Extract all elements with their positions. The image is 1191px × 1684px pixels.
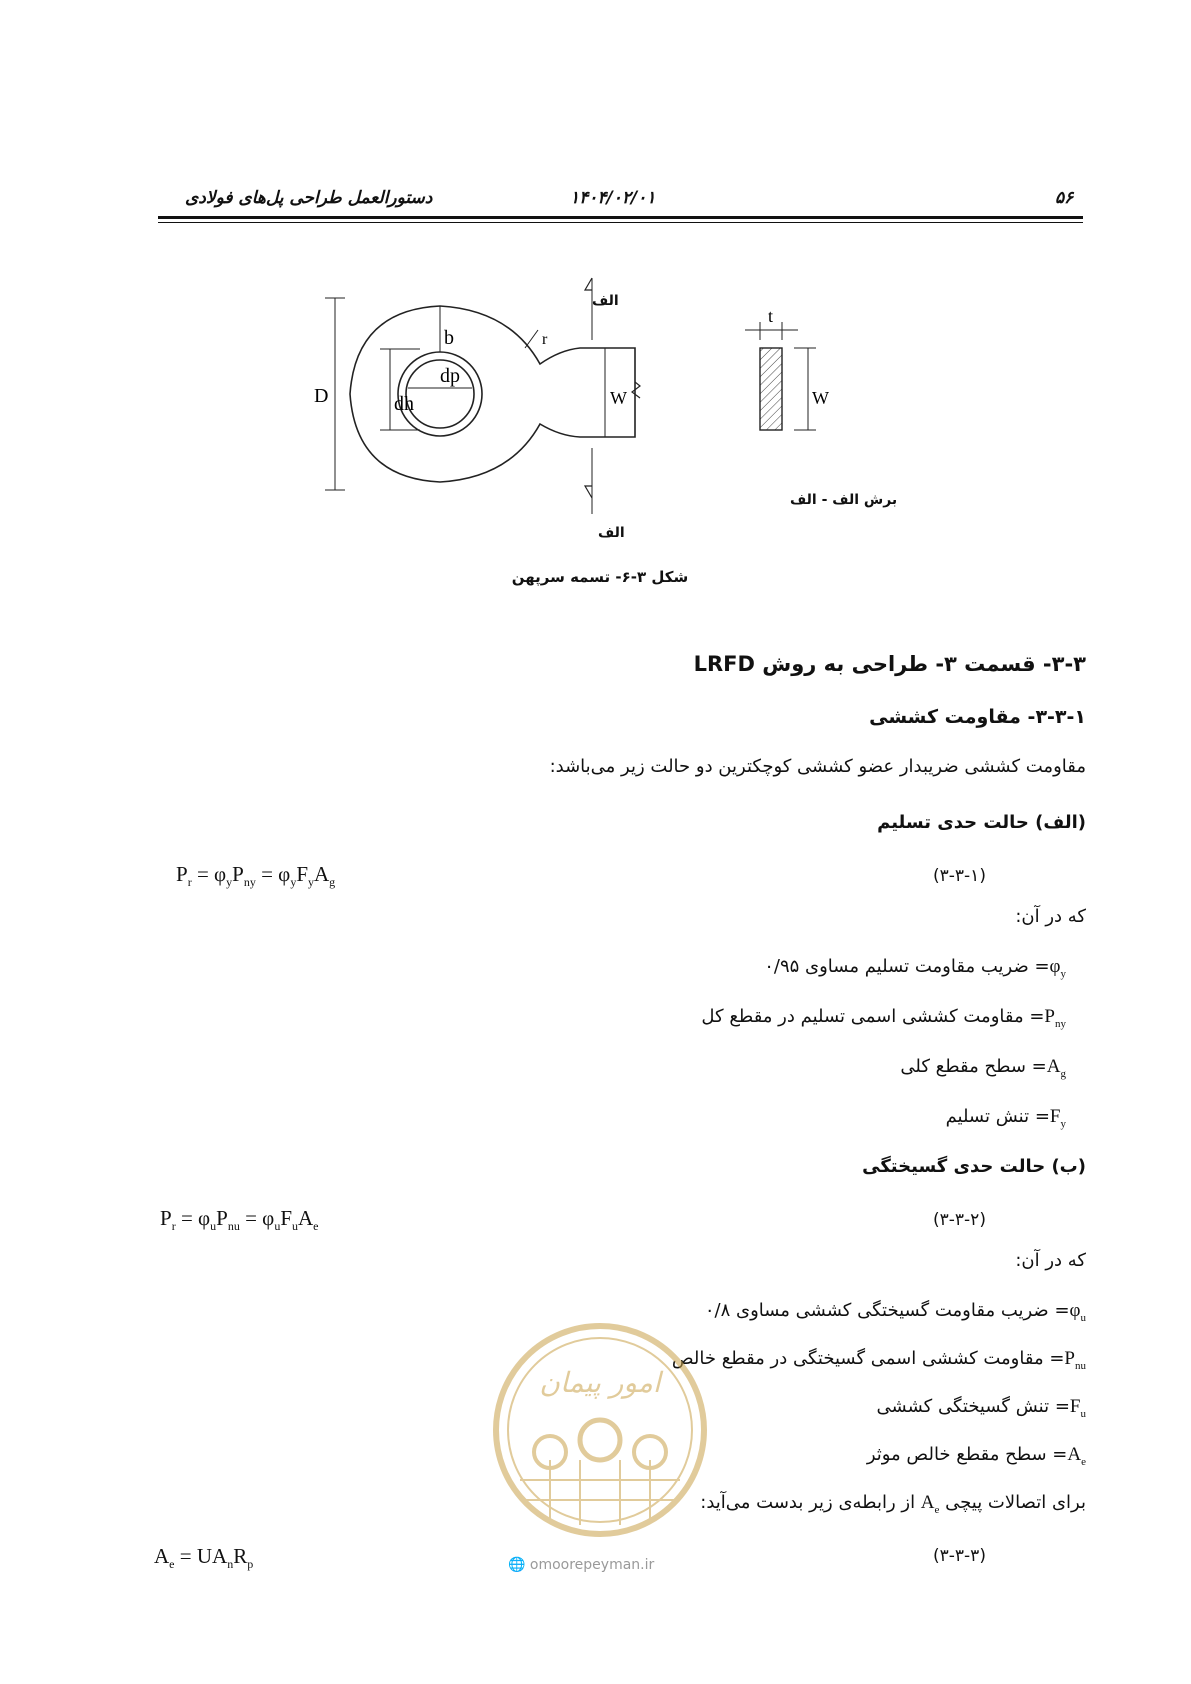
watermark-logo: [490, 1320, 710, 1555]
label-W2: W: [812, 388, 829, 408]
intro-paragraph: مقاومت کششی ضریبدار عضو کششی کوچکترین دو حالت زیر می‌باشد:: [549, 756, 1086, 777]
eyebar-figure: [314, 282, 910, 562]
header-rule-thick: [158, 216, 1083, 219]
section-mark-bottom: الف: [598, 525, 625, 541]
equation-3-number: (۳-۳-۳): [933, 1546, 986, 1566]
label-D: D: [314, 385, 329, 407]
label-dh: dh: [394, 393, 414, 415]
header-title: دستورالعمل طراحی پل‌های فولادی: [185, 188, 433, 208]
cross-section: [760, 348, 782, 430]
label-dp: dp: [440, 365, 460, 387]
page-number: ۵۶: [1055, 188, 1074, 208]
def-phi-y: $\varphi_y=$ ضریب مقاومت تسلیم مساوی ۰/۹۵: [764, 956, 1066, 980]
header-rule-thin: [158, 222, 1083, 223]
case-b-heading: (ب) حالت حدی گسیختگی: [862, 1156, 1086, 1177]
def-Fu: $F_u=$ تنش گسیختگی کششی: [876, 1396, 1086, 1420]
label-t: t: [768, 306, 774, 326]
label-r: r: [542, 331, 548, 348]
bolted-connection-note: برای اتصالات پیچی $A_e$ از رابطه‌ی زیر بدست می‌آید:: [700, 1492, 1086, 1516]
section-heading: ۳-۳- قسمت ۳- طراحی به روش LRFD: [693, 652, 1086, 676]
def-phi-u: $\varphi_u=$ ضریب مقاومت گسیختگی کششی مساوی ۰/۸: [704, 1300, 1086, 1324]
label-W: W: [610, 388, 627, 408]
svg-text:امور پیمان: امور پیمان: [539, 1366, 661, 1399]
def-Ae: $A_e=$ سطح مقطع خالص موثر: [866, 1444, 1086, 1468]
equation-1: $P_r = \varphi_yP_{ny} = \varphi_yF_yA_g$: [176, 862, 336, 890]
header-date: ۱۴۰۴/۰۲/۰۱: [570, 188, 656, 208]
def-Pny: $P_{ny}=$ مقاومت کششی اسمی تسلیم در مقطع کل: [701, 1006, 1066, 1030]
where-1: که در آن:: [1015, 906, 1086, 927]
section-label: برش الف - الف: [790, 492, 898, 508]
watermark-url: 🌐 omoorepeyman.ir: [508, 1557, 655, 1573]
equation-1-number: (۳-۳-۱): [933, 866, 986, 886]
equation-3: $A_e = UA_nR_p$: [154, 1544, 254, 1572]
def-Pnu: $P_{nu}=$ مقاومت کششی اسمی گسیختگی در مقطع خالص: [671, 1348, 1086, 1372]
def-Ag: $A_g=$ سطح مقطع کلی: [900, 1056, 1066, 1080]
section-mark-top: الف: [592, 293, 619, 309]
label-b: b: [444, 327, 454, 349]
figure-caption: شکل ۳-۶- تسمه سرپهن: [511, 568, 689, 586]
def-Fy: $F_y=$ تنش تسلیم: [945, 1106, 1066, 1130]
where-2: که در آن:: [1015, 1250, 1086, 1271]
equation-2: $P_r = \varphi_uP_{nu} = \varphi_uF_uA_e$: [160, 1206, 319, 1234]
equation-2-number: (۳-۳-۲): [933, 1210, 986, 1230]
subsection-heading: ۳-۳-۱- مقاومت کششی: [869, 706, 1086, 728]
case-a-heading: (الف) حالت حدی تسلیم: [877, 812, 1086, 833]
